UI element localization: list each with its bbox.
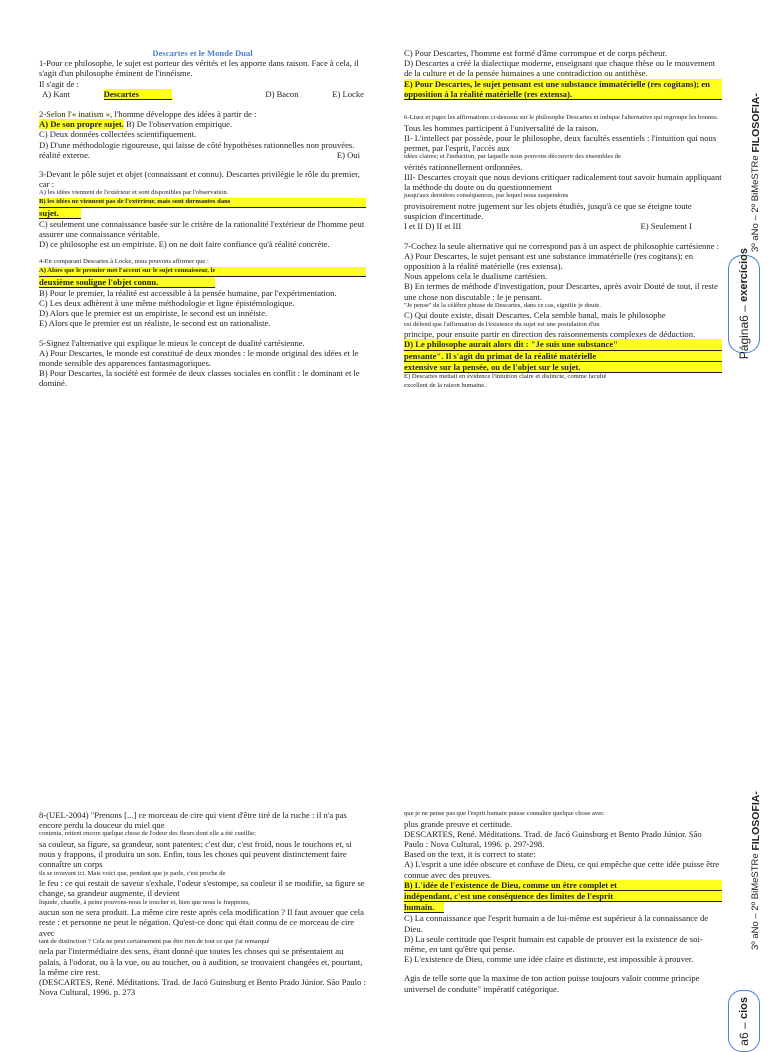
q8-prompt: Based on the text, it is correct to state: <box>404 849 536 860</box>
q8-option-e: E) L'existence de Dieu, comme une idée claire et distincte, est impossible à prouver. <box>404 954 694 965</box>
q7-option-b-end: "Je pense" de la célèbre phrase de Descartes, dans ce cas, signifie je doute. <box>404 301 601 309</box>
q8-line-small-3: liquide, chauffe, à peine pouvons-nous le toucher et, bien que nous le frappions, <box>39 898 250 906</box>
q7-option-d-line2: pensante". Il s'agit du primat de la réalité matérielle <box>404 351 722 362</box>
question-8: 8-(UEL-2004) "Prenons [...] ce morceau de cire qui vient d'être tiré de la ruche : il n'a pas encore perdu la douceur du miel que <box>39 810 347 831</box>
page-tab <box>728 248 760 360</box>
q8-continued-small: que je ne pense pas que l'esprit humain puisse connaître quelque chose avec <box>404 810 605 817</box>
tab-page-number: Página6 – <box>737 305 751 360</box>
q3-option-a: A) les idées viennent de l'extérieur et sont disponibles par l'observation. <box>39 189 229 197</box>
q1-option-e: E) Locke <box>332 88 364 99</box>
q8-option-a: A) L'esprit a une idée obscure et confuse de Dieu, ce qui empêche que cette idée puisse être connue avec des preuves. <box>404 859 720 880</box>
q8-citation-2: DESCARTES, René. Méditations. Trad. de Jacó Guinsburg et Bento Prado Júnior. São Paulo : Nova Cultural, 1996. p. 297-298. <box>404 828 702 849</box>
question-1: 1-Pour ce philosophe, le sujet est porteur des vérités et les apporte dans raison. Face à cela, il s'agit d'un philosophe éminent de l'innéisme. <box>39 58 359 79</box>
question-1-prompt: Il s'agit de : <box>39 78 79 89</box>
q6-statement-iii-end: provisoirement notre jugement sur les objets étudiés, jusqu'à ce que se éteigne toute suspicion d'incertitude. <box>404 201 692 222</box>
side-subject: FILOSOFIA- <box>750 93 762 153</box>
q7-option-c: C) Qui doute existe, disait Descartes. Cela semble banal, mais le philosophe <box>404 310 666 321</box>
q6-statement-ii: II- L'intellect par possède, pour le philosophe, deux facultés essentiels : l'intuition qui nous permet, par l'esprit, l'accès aux <box>404 132 717 154</box>
q2-row-end <box>39 150 366 160</box>
q8-option-d: D) La seule certitude que l'esprit humain est capable de prouver est la existence de soi-même, en tant qu'être qui pense. <box>404 933 703 955</box>
question-3: 3-Devant le pôle sujet et objet (connaissant et connu). Descartes privilégie le rôle du premier, car : <box>39 169 360 190</box>
worksheet-page-2 <box>0 791 768 1046</box>
p2-tab-label: cios <box>738 996 750 1019</box>
side-header-label: 3º aNo – 2º BiMeSTRe FILOSOFIA- <box>750 93 762 252</box>
q2-option-d: D) D'une méthodologie rigoureuse, qui laisse de côté hypothèses rationnelles non prouvées. <box>39 139 355 150</box>
question-7: 7-Cochez la seule alternative qui ne correspond pas à un aspect de philosophie cartésienne : <box>404 240 719 251</box>
q3-option-c: C) seulement une connaissance basée sur le critère de la rationalité l'extérieur de l'homme peut assurer une connaissance véritable. <box>39 218 365 240</box>
q8-line-small-1: contenta, retient encore quelque chose de l'odeur des fleurs dont elle a été cueillie; <box>39 830 256 838</box>
q6-option-e: E) Seulement I <box>640 221 692 232</box>
p2-side-header-label: 3º aNo – 2º BiMeSTRe FILOSOFIA- <box>750 791 762 950</box>
p2-page-tab <box>728 990 760 1052</box>
q4-option-a-end: deuxième souligne l'objet connu. <box>39 277 215 288</box>
q8-citation: (DESCARTES, René. Méditations. Trad. de Jacó Guinsburg et Bento Prado Júnior. São Paulo : Nova Cultural, 1996. p. 273 <box>39 977 366 998</box>
question-2: 2-Selon l'« inatism », l'homme développe des idées à partir de : <box>39 109 257 120</box>
q4-option-e: E) Alors que le premier est un réaliste, le second est un rationaliste. <box>39 318 271 329</box>
q2-option-c: C) Deux données collectées scientifiquement. <box>39 129 197 140</box>
q6-statement-ii-small: idées claires; et l'induction, par laquelle nous pouvons découvrir des ensembles de <box>404 153 621 161</box>
q7-option-b: B) En termes de méthode d'investigation, pour Descartes, après avoir Douté de tout, il reste une chose non discutable : le je pensant. <box>404 281 718 302</box>
q6-statement-i: Tous les hommes participent à l'universalité de la raison. <box>404 122 599 133</box>
q2-option-a-highlighted: A) De son propre sujet. <box>39 119 124 130</box>
q8-line-5: nela par l'intermédiaire des sens, étant donné que toutes les choses qui se présentaient au palais, à l'odorat, ou à la vue, ou au toucher, ou à audition, se trouvaient changées et, pourtant, la même cire rest. <box>39 946 363 977</box>
q4-option-b: B) Pour le premier, la réalité est accessible à la pensée humaine, par l'expérimentation. <box>39 287 337 298</box>
q8-option-b-line3: humain. <box>404 902 444 913</box>
q8-continued: plus grande preuve et certitude. <box>404 818 513 829</box>
right-column <box>404 48 722 390</box>
q6-statement-ii-end: vérités rationnellement ordonnées. <box>404 161 523 172</box>
q5-option-b: B) Pour Descartes, la société est formée de deux classes sociales en conflit : le dominant et le dominé. <box>39 368 360 389</box>
q3-option-d: D) ce philosophe est un empiriste. E) on ne doit faire confiance qu'à réalité concrète. <box>39 239 330 250</box>
q1-option-b-highlighted: Descartes <box>104 89 172 100</box>
left-column <box>39 48 366 389</box>
q8-option-c: C) La connaissance que l'esprit humain a de lui-même est supérieur à la connaissance de Dieu. <box>404 913 709 934</box>
q1-option-a: A) Kant <box>42 88 70 99</box>
q2-option-b: B) De l'observation empirique. <box>123 119 233 130</box>
p2-right-column <box>404 810 722 994</box>
p2-side-subject: FILOSOFIA- <box>750 791 762 851</box>
q2-text-end: réalité externe. <box>39 149 91 160</box>
q6-options <box>404 221 722 231</box>
tab-label: exercícios <box>738 248 750 303</box>
q7-option-e-end: excellent de la raison humaine. <box>404 381 486 389</box>
document-title: Descartes et le Monde Dual <box>152 48 253 58</box>
question-6: 6-Lisez et jugez les affirmations ci-dessous sur le philosophe Descartes et indique l'alternative qui regroupe les bonnes. <box>404 114 719 122</box>
q8-option-b-highlighted: B) L'idée de l'existence de Dieu, comme un être complet et <box>404 880 722 891</box>
q8-line-3: le feu : ce qui restait de saveur s'exhale, l'odeur s'estompe, sa couleur il se modifie, sa figure se change, sa grandeur augmente, il devient <box>39 878 365 899</box>
q7-option-a-end: Nous appelons cela le dualisme cartésien. <box>404 271 548 282</box>
q7-option-d-highlighted: D) Le philosophe aurait alors dit : "Je suis une substance" <box>404 339 722 350</box>
q7-option-d-line3: extensive sur la pensée, ou de l'objet sur le sujet. <box>404 362 722 373</box>
p2-tab-page-number: a6 – <box>737 1022 751 1046</box>
q8-line-small-2: ils se trouvent ici. Mais voici que, pendant que je parle, c'est proche de <box>39 869 226 877</box>
q4-option-a-highlighted: A) Alors que le premier met l'accent sur le sujet connaisseur, le <box>39 267 366 277</box>
q8-option-b-line2: indépendant, c'est une conséquence des limites de l'esprit <box>404 891 722 902</box>
question-5: 5-Signez l'alternative qui explique le mieux le concept de dualité cartésienne. <box>39 337 305 348</box>
q3-option-b-highlighted: B) les idées ne viennent pas de l'extérieur, mais sont dormantes dans <box>39 198 366 208</box>
q4-option-d: D) Alors que le premier est un empiriste, le second est un innéiste. <box>39 308 268 319</box>
q6-statement-iii-small: jusqu'aux dernières conséquences, par lequel nous suspendons <box>404 192 569 200</box>
q7-option-a: A) Pour Descartes, le sujet pensant est une substance immatérielle (res cogitans); en opposition à la réalité matérielle (res extensa). <box>404 250 693 272</box>
q9-kant-quote: Agis de telle sorte que la maxime de ton action puisse toujours valoir comme principe universel de conduite" impératif catégorique. <box>404 973 700 994</box>
question-4: 4-En comparant Descartes à Locke, nous pouvons affirmer que : <box>39 258 209 266</box>
q7-option-c-small: est défend que l'affirmation de l'existence du sujet est une postulation d'un <box>404 320 600 328</box>
q3-option-b-end: sujet. <box>39 208 81 219</box>
q8-line-2: sa couleur, sa figure, sa grandeur, sont patentes; c'est dur, c'est froid, nous le touchons et, si nous y frappons, il produira un son. Enfin, tous les choses qui peuvent distinctement faire connaître un corps <box>39 839 352 870</box>
q5-option-e-highlighted: E) Pour Descartes, le sujet pensant est une substance immatérielle (res cogitans); en opposition à la réalité matérielle (res extensa). <box>404 79 722 100</box>
question-1-options <box>39 89 366 100</box>
q5-option-a: A) Pour Descartes, le monde est constitué de deux mondes : le monde original des idées et le monde sensible des apparences fantasmagoriques. <box>39 347 359 369</box>
q8-line-4: aucun son ne sera produit. La même cire reste après cela modification ? Il faut avouer que cela reste : et personne ne peut le négation. Qu'est-ce donc qui était connu de ce morceau de cire avec <box>39 907 364 938</box>
q8-line-small-4: tant de distinction ? Cela ne peut certainement pas être rien de tout ce que j'ai remarqué <box>39 937 270 945</box>
q2-option-e: E) Oui <box>336 149 360 160</box>
q5-option-c: C) Pour Descartes, l'homme est formé d'âme corrompue et de corps pécheur. <box>404 48 667 58</box>
q6-options-a-d: I et II D) II et III <box>404 221 462 232</box>
q7-option-e: E) Descartes mettait en évidence l'intuition claire et distincte, comme faculté <box>404 373 607 381</box>
p2-left-column <box>39 810 366 997</box>
q1-option-d: D) Bacon <box>265 88 299 99</box>
q7-option-c-end: principe, pour ensuite partir en direction des raisonnements complexes de déduction. <box>404 329 696 340</box>
q4-option-c: C) Les deux adhèrent à une même méthodologie et ligne épistémologique. <box>39 298 295 309</box>
q6-statement-iii: III- Descartes croyait que nous devions critiquer radicalement tout savoir humain appliquant la méthode du doute ou du questionnement <box>404 172 722 193</box>
q5-option-d: D) Descartes a créé la dialectique moderne, enseignant que chaque thèse ou le mouvement de la culture et de la pensée humaines a une contradiction ou antithèse. <box>404 58 716 79</box>
